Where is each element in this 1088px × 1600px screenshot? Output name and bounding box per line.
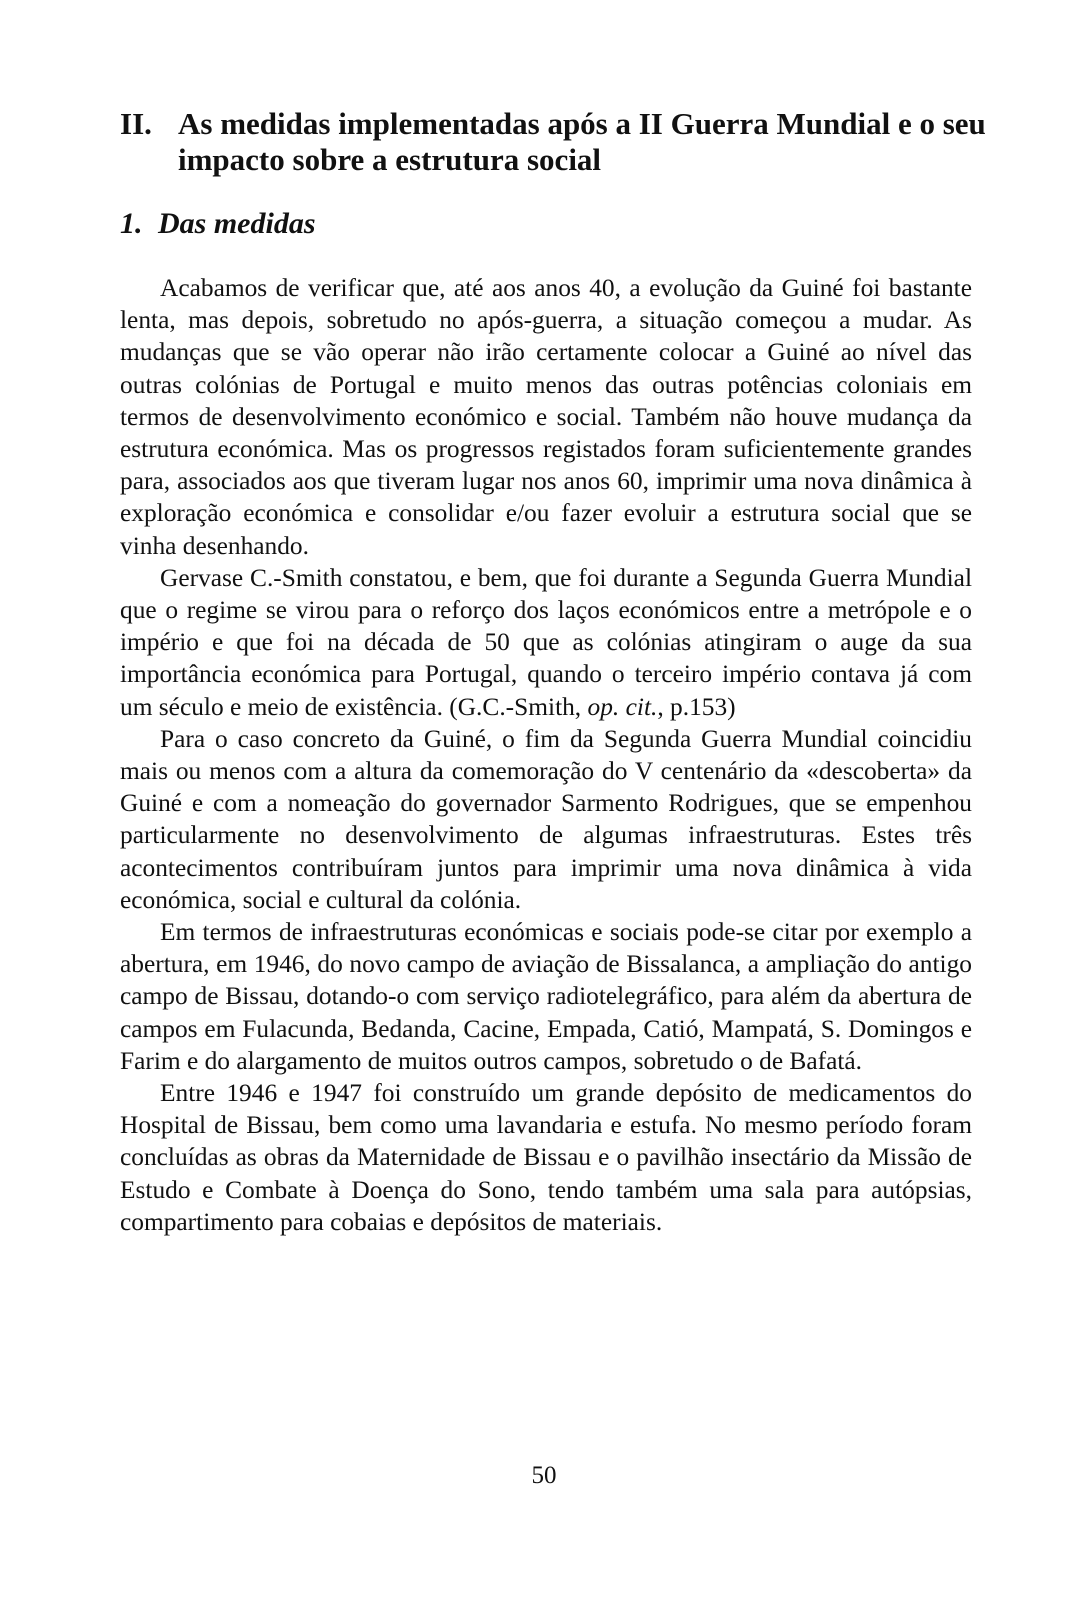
citation-op: op.	[587, 692, 620, 721]
paragraph-3	[120, 723, 972, 916]
paragraph-5	[120, 1077, 972, 1238]
citation-page: , p.153)	[657, 692, 736, 721]
subsection-number: 1.	[120, 207, 143, 240]
body-text	[120, 272, 972, 1238]
subsection-heading	[120, 206, 316, 242]
paragraph-4	[120, 916, 972, 1077]
section-heading	[120, 106, 1000, 178]
subsection-title: Das medidas	[158, 207, 316, 240]
paragraph-text: Em termos de infraestruturas económicas e sociais pode-se citar por exemplo a abertura, em 1946, do novo campo de aviação de Bissalanca, a ampliação do antigo campo de Bissau, dotando-o com serviço radiotelegráfico, para além da abertura de campos em Fulacunda, Bedanda, Cacine, Empada, Catió, Mampatá, S. Domingos e Farim e do alargamento de muitos outros campos, sobretudo o de Bafatá.	[120, 918, 972, 1075]
citation-cit: cit.	[625, 692, 658, 721]
paragraph-text: Entre 1946 e 1947 foi construído um grande depósito de medicamentos do Hospital de Bissau, bem como uma lavandaria e estufa. No mesmo período foram concluídas as obras da Maternidade de Bissau e o pavilhão insectário da Missão de Estudo e Combate à Doença do Sono, tendo também uma sala para autópsias, compartimento para cobaias e depósitos de materiais.	[120, 1079, 972, 1236]
page-number: 50	[531, 1462, 557, 1489]
section-title: As medidas implementadas após a II Guerra Mundial e o seu impacto sobre a estrutura social	[178, 106, 986, 177]
paragraph-text: Acabamos de verificar que, até aos anos 40, a evolução da Guiné foi bastante lenta, mas depois, sobretudo no após-guerra, a situação começou a mudar. As mudanças que se vão operar não irão certamente colocar a Guiné ao nível das outras colónias de Portugal e muito menos das outras potências coloniais em termos de desenvolvimento económico e social. Também não houve mudança da estrutura económica. Mas os progressos registados foram suficientemente grandes para, associados aos que tiveram lugar nos anos 60, imprimir uma nova dinâmica à exploração económica e consolidar e/ou fazer evoluir a estrutura social que se vinha desenhando.	[120, 274, 972, 560]
section-number: II.	[120, 106, 152, 141]
paragraph-2	[120, 562, 972, 723]
paragraph-1	[120, 272, 972, 562]
paragraph-text: Para o caso concreto da Guiné, o fim da Segunda Guerra Mundial coincidiu mais ou menos com a altura da comemoração do V centenário da «descoberta» da Guiné e com a nomeação do governador Sarmento Rodrigues, que se empenhou particularmente no desenvolvimento de algumas infraestruturas. Estes três acontecimentos contribuíram juntos para imprimir uma nova dinâmica à vida económica, social e cultural da colónia.	[120, 724, 972, 914]
paragraph-text: Gervase C.-Smith constatou, e bem, que foi durante a Segunda Guerra Mundial que o regime se virou para o reforço dos laços económicos entre a metrópole e o império e que foi na década de 50 que as colónias atingiram o auge da sua importância económica para Portugal, quando o terceiro império contava já com um século e meio de existência. (G.C.-Smith,	[120, 563, 972, 721]
